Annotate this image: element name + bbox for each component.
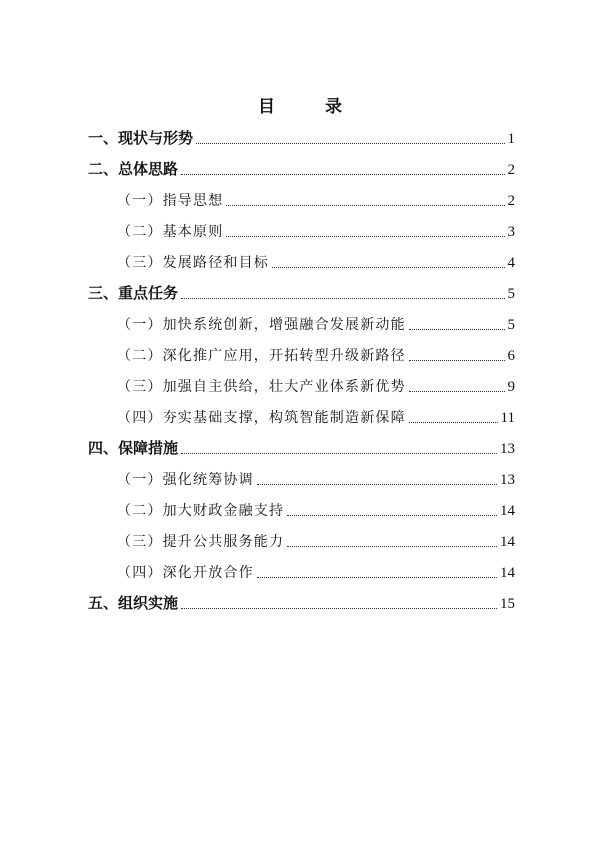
toc-entry-5[interactable] <box>88 591 515 613</box>
toc-page-number: 2 <box>507 193 515 209</box>
toc-dot-leader <box>181 608 497 609</box>
toc-entry-label: 二、总体思路 <box>88 160 179 178</box>
toc-dot-leader <box>196 143 504 144</box>
toc-dot-leader <box>409 329 505 330</box>
toc-page-number: 14 <box>500 503 515 519</box>
toc-page-number: 4 <box>507 255 515 271</box>
toc-dot-leader <box>181 174 504 175</box>
toc-entry-label: （二）基本原则 <box>117 224 224 240</box>
toc-entry-2-3[interactable] <box>117 250 515 272</box>
toc-entry-3-4[interactable] <box>117 405 515 427</box>
toc-dot-leader <box>272 267 505 268</box>
toc-dot-leader <box>287 515 497 516</box>
toc-page-number: 1 <box>507 131 515 147</box>
toc-entry-label: 四、保障措施 <box>88 439 179 457</box>
toc-dot-leader <box>409 422 498 423</box>
toc-entry-2-2[interactable] <box>117 219 515 241</box>
toc-dot-leader <box>287 546 497 547</box>
toc-entry-label: （三）提升公共服务能力 <box>117 534 285 550</box>
toc-entry-label: 五、组织实施 <box>88 594 179 612</box>
toc-entry-4-4[interactable] <box>117 560 515 582</box>
toc-entry-label: （四）夯实基础支撑，构筑智能制造新保障 <box>117 410 406 426</box>
toc-entry-4-2[interactable] <box>117 498 515 520</box>
toc-dot-leader <box>181 453 497 454</box>
toc-entry-2[interactable] <box>88 157 515 179</box>
toc-page-number: 3 <box>507 224 515 240</box>
toc-entry-label: 一、现状与形势 <box>88 129 194 147</box>
toc-page-number: 13 <box>500 441 515 457</box>
toc-dot-leader <box>409 360 505 361</box>
toc-dot-leader <box>226 236 504 237</box>
toc-page-number: 13 <box>500 472 515 488</box>
toc-entry-3[interactable] <box>88 281 515 303</box>
toc-entry-2-1[interactable] <box>117 188 515 210</box>
toc-page-number: 6 <box>507 348 515 364</box>
toc-dot-leader <box>181 298 504 299</box>
toc-dot-leader <box>257 577 497 578</box>
toc-dot-leader <box>226 205 504 206</box>
toc-entry-label: （三）加强自主供给，壮大产业体系新优势 <box>117 379 406 395</box>
toc-page-number: 11 <box>500 410 515 426</box>
toc-entry-label: （三）发展路径和目标 <box>117 255 269 271</box>
toc-entry-4-1[interactable] <box>117 467 515 489</box>
toc-page-number: 5 <box>507 286 515 302</box>
toc-entry-1[interactable] <box>88 126 515 148</box>
toc-entry-4-3[interactable] <box>117 529 515 551</box>
toc-entry-label: （一）指导思想 <box>117 193 224 209</box>
toc-entry-label: （四）深化开放合作 <box>117 565 254 581</box>
toc-page-number: 9 <box>507 379 515 395</box>
toc-entry-3-3[interactable] <box>117 374 515 396</box>
toc-entry-3-2[interactable] <box>117 343 515 365</box>
toc-page-number: 14 <box>500 534 515 550</box>
toc-entry-label: （二）加大财政金融支持 <box>117 503 285 519</box>
toc-entry-label: （二）深化推广应用，开拓转型升级新路径 <box>117 348 406 364</box>
toc-page-number: 15 <box>500 596 515 612</box>
toc-entry-4[interactable] <box>88 436 515 458</box>
toc-page-number: 5 <box>507 317 515 333</box>
toc-page-number: 14 <box>500 565 515 581</box>
toc-title: 目 录 <box>258 97 364 117</box>
toc-entry-label: （一）加快系统创新，增强融合发展新动能 <box>117 317 406 333</box>
toc-dot-leader <box>257 484 497 485</box>
toc-page-number: 2 <box>507 162 515 178</box>
toc-entry-label: 三、重点任务 <box>88 284 179 302</box>
toc-entry-3-1[interactable] <box>117 312 515 334</box>
toc-dot-leader <box>409 391 505 392</box>
toc-entry-label: （一）强化统筹协调 <box>117 472 254 488</box>
